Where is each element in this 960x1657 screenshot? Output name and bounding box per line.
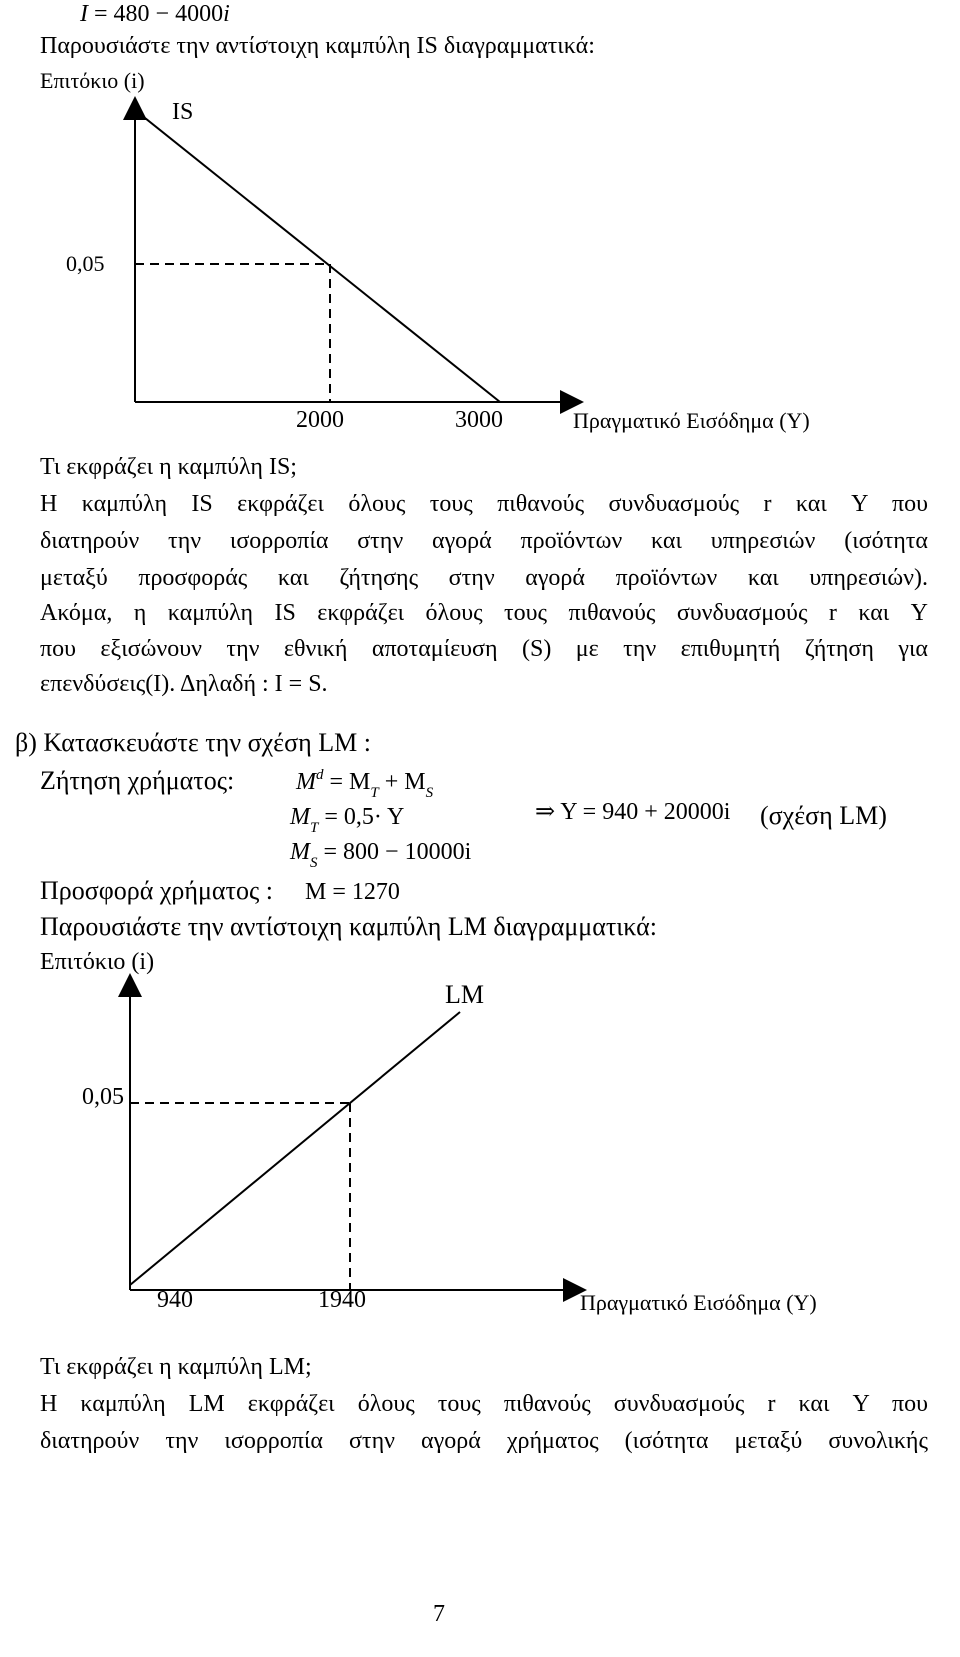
is-answer-line-2: διατηρούν την ισορροπία στην αγορά προϊόντων και υπηρεσιών (ισότητα (40, 528, 928, 554)
eq-mt-sub: T (310, 820, 319, 836)
lm-x-tick-1: 940 (157, 1287, 193, 1313)
money-supply-label: Προσφορά χρήματος : (40, 876, 274, 905)
eq-md: M (296, 769, 316, 795)
is-x-axis-label: Πραγματικό Εισόδημα (Υ) (573, 408, 810, 433)
lm-curve-label: LM (445, 980, 484, 1009)
eq-mt-rest: = 0,5· Y (324, 804, 405, 830)
eq-ms-rest: = 800 − 10000i (323, 839, 472, 865)
money-supply-eq: M = 1270 (305, 879, 400, 905)
is-question: Τι εκφράζει η καμπύλη IS; (40, 454, 297, 480)
lm-heading: β) Κατασκευάστε την σχέση LM : (15, 728, 371, 757)
is-y-axis-label: Επιτόκιο (i) (40, 68, 145, 93)
eq-lhs: I (80, 1, 88, 27)
is-intro: Παρουσιάστε την αντίστοιχη καμπύλη IS διαγραμματικά: (40, 33, 595, 59)
lm-x-axis-label: Πραγματικό Εισόδημα (Υ) (580, 1290, 817, 1315)
eq-ms-sub: S (310, 855, 318, 871)
is-answer-line-4: Ακόμα, η καμπύλη IS εκφράζει όλους τους πιθανούς συνδυασμούς r και Y (40, 600, 928, 626)
eq-md-rest: = M (329, 769, 371, 795)
lm-x-tick-2: 1940 (318, 1287, 366, 1313)
eq-md-s: S (425, 785, 434, 801)
lm-y-axis-label: Επιτόκιο (i) (40, 949, 155, 975)
money-demand-label: Ζήτηση χρήματος: (40, 766, 235, 795)
is-x-tick-2: 3000 (455, 407, 503, 433)
is-answer-line-6: επενδύσεις(I). Δηλαδή : I = S. (40, 671, 328, 697)
eq-lm-result: ⇒ Y = 940 + 20000i (535, 799, 731, 825)
eq-money-demand (296, 767, 434, 801)
is-answer-line-1: Η καμπύλη IS εκφράζει όλους τους πιθανούς συνδυασμούς r και Y που (40, 491, 928, 517)
eq-rhs: = 480 − 4000 (94, 1, 224, 27)
is-answer-line-5: που εξισώνουν την εθνική αποταμίευση (S) με την επιθυμητή ζήτηση για (40, 636, 928, 662)
lm-relation-label: (σχέση LM) (760, 801, 887, 830)
lm-intro: Παρουσιάστε την αντίστοιχη καμπύλη LM διαγραμματικά: (40, 912, 658, 941)
lm-y-tick: 0,05 (82, 1084, 124, 1110)
is-x-tick-1: 2000 (296, 407, 344, 433)
eq-rhs-var: i (223, 1, 230, 27)
eq-ms (290, 839, 472, 871)
eq-md-plus: + M (384, 769, 426, 795)
lm-curve (130, 1012, 460, 1285)
eq-md-t: T (370, 785, 379, 801)
is-answer-line-3: μεταξύ προσφοράς και ζήτησης στην αγορά προϊόντων και υπηρεσιών). (40, 565, 928, 591)
eq-ms-m: M (290, 839, 310, 865)
lm-question: Τι εκφράζει η καμπύλη LM; (40, 1354, 312, 1380)
page-number: 7 (433, 1601, 445, 1627)
is-curve-label: IS (172, 99, 194, 125)
eq-mt (290, 804, 405, 836)
eq-mt-m: M (290, 804, 310, 830)
eq-md-sup: d (316, 767, 324, 783)
lm-answer-line-2: διατηρούν την ισορροπία στην αγορά χρήματος (ισότητα μεταξύ συνολικής (40, 1428, 928, 1454)
is-curve (135, 110, 500, 402)
lm-answer-line-1: Η καμπύλη LM εκφράζει όλους τους πιθανούς συνδυασμούς r και Y που (40, 1391, 928, 1417)
is-y-tick: 0,05 (66, 251, 105, 276)
